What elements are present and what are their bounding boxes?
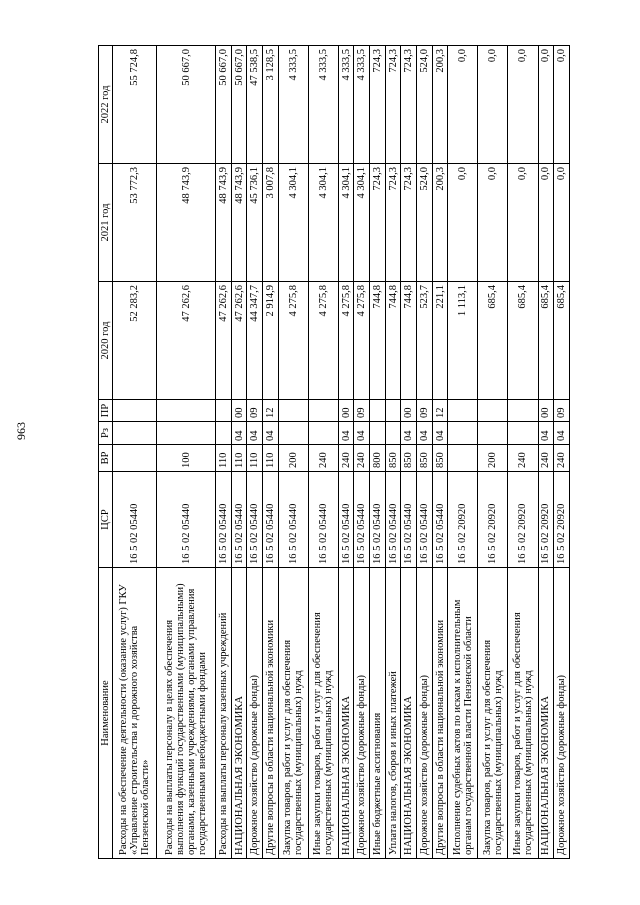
cell-y2020: 4 275,8 (338, 282, 354, 400)
cell-pr: 12 (263, 400, 279, 422)
cell-y2022: 524,0 (417, 46, 433, 164)
cell-vr: 110 (263, 445, 279, 472)
cell-pr: 00 (401, 400, 417, 422)
cell-rz: 04 (354, 422, 370, 445)
table-row (401, 46, 417, 859)
cell-rz: 04 (401, 422, 417, 445)
cell-rz: 04 (538, 422, 554, 445)
cell-pr: 09 (247, 400, 263, 422)
budget-table (98, 45, 570, 859)
cell-csr: 16 5 02 20920 (538, 472, 554, 568)
cell-y2021: 4 304,1 (338, 164, 354, 282)
cell-y2020: 4 275,8 (278, 282, 308, 400)
cell-y2021: 48 743,9 (157, 164, 216, 282)
cell-y2022: 200,3 (432, 46, 448, 164)
cell-y2022: 4 333,5 (354, 46, 370, 164)
cell-name: Иные закупки товаров, работ и услуг для обеспечения государственных (муниципальных) нужд (508, 568, 538, 859)
cell-vr: 240 (508, 445, 538, 472)
cell-y2021: 524,0 (417, 164, 433, 282)
cell-vr: 100 (157, 445, 216, 472)
cell-y2021: 724,3 (385, 164, 401, 282)
header-2021: 2021 год (99, 164, 113, 282)
cell-y2022: 3 128,5 (263, 46, 279, 164)
cell-name: Другие вопросы в области национальной экономики (432, 568, 448, 859)
cell-y2020: 685,4 (508, 282, 538, 400)
cell-y2022: 0,0 (538, 46, 554, 164)
cell-vr: 240 (338, 445, 354, 472)
table-row (432, 46, 448, 859)
cell-y2022: 50 667,0 (231, 46, 247, 164)
cell-name: Иные бюджетные ассигнования (370, 568, 386, 859)
cell-y2021: 48 743,9 (216, 164, 232, 282)
cell-csr: 16 5 02 05440 (216, 472, 232, 568)
cell-csr: 16 5 02 05440 (370, 472, 386, 568)
cell-y2020: 47 262,6 (157, 282, 216, 400)
table-row (385, 46, 401, 859)
cell-pr (216, 400, 232, 422)
cell-csr: 16 5 02 05440 (157, 472, 216, 568)
header-csr: ЦСР (99, 472, 113, 568)
cell-rz (278, 422, 308, 445)
cell-name: НАЦИОНАЛЬНАЯ ЭКОНОМИКА (338, 568, 354, 859)
cell-pr: 12 (432, 400, 448, 422)
cell-rz: 04 (338, 422, 354, 445)
cell-y2022: 0,0 (508, 46, 538, 164)
cell-csr: 16 5 02 05440 (401, 472, 417, 568)
cell-csr: 16 5 02 05440 (385, 472, 401, 568)
cell-y2021: 0,0 (554, 164, 570, 282)
cell-y2022: 55 724,8 (113, 46, 157, 164)
cell-y2021: 53 772,3 (113, 164, 157, 282)
cell-y2021: 724,3 (401, 164, 417, 282)
cell-y2021: 3 007,8 (263, 164, 279, 282)
cell-rz (478, 422, 508, 445)
cell-vr: 200 (478, 445, 508, 472)
cell-pr (113, 400, 157, 422)
cell-name: Расходы на обеспечение деятельности (оказание услуг) ГКУ «Управление строительства и дорожного хозяйства Пензенской области» (113, 568, 157, 859)
table-row (157, 46, 216, 859)
table-row (216, 46, 232, 859)
cell-name: Дорожное хозяйство (дорожные фонды) (354, 568, 370, 859)
page-number: 963 (14, 422, 28, 440)
cell-name: Дорожное хозяйство (дорожные фонды) (554, 568, 570, 859)
header-pr: ПР (99, 400, 113, 422)
cell-y2021: 45 736,1 (247, 164, 263, 282)
cell-y2020: 744,8 (370, 282, 386, 400)
cell-vr: 240 (554, 445, 570, 472)
cell-y2022: 50 667,0 (157, 46, 216, 164)
cell-name: Дорожное хозяйство (дорожные фонды) (417, 568, 433, 859)
cell-name: Закупка товаров, работ и услуг для обеспечения государственных (муниципальных) нужд (278, 568, 308, 859)
cell-y2022: 47 538,5 (247, 46, 263, 164)
cell-vr: 110 (247, 445, 263, 472)
cell-rz (448, 422, 478, 445)
cell-csr: 16 5 02 05440 (308, 472, 338, 568)
table-row (370, 46, 386, 859)
cell-vr: 850 (401, 445, 417, 472)
cell-y2020: 744,8 (385, 282, 401, 400)
table-row (338, 46, 354, 859)
cell-y2021: 0,0 (508, 164, 538, 282)
cell-y2021: 4 304,1 (308, 164, 338, 282)
cell-rz (370, 422, 386, 445)
cell-rz (308, 422, 338, 445)
table-body (113, 46, 570, 859)
cell-vr: 240 (538, 445, 554, 472)
cell-name: Уплата налогов, сборов и иных платежей (385, 568, 401, 859)
cell-csr: 16 5 02 20920 (448, 472, 478, 568)
cell-name: НАЦИОНАЛЬНАЯ ЭКОНОМИКА (538, 568, 554, 859)
cell-pr: 00 (538, 400, 554, 422)
cell-csr: 16 5 02 05440 (354, 472, 370, 568)
cell-y2021: 0,0 (448, 164, 478, 282)
rotated-table-wrapper (98, 46, 570, 859)
cell-pr: 09 (417, 400, 433, 422)
cell-vr: 200 (278, 445, 308, 472)
table-row (231, 46, 247, 859)
cell-y2020: 44 347,7 (247, 282, 263, 400)
table-row (554, 46, 570, 859)
cell-y2020: 2 914,9 (263, 282, 279, 400)
cell-vr (113, 445, 157, 472)
cell-y2022: 0,0 (448, 46, 478, 164)
cell-y2020: 685,4 (554, 282, 570, 400)
cell-csr: 16 5 02 05440 (263, 472, 279, 568)
cell-rz: 04 (554, 422, 570, 445)
cell-vr: 850 (432, 445, 448, 472)
cell-y2021: 4 304,1 (354, 164, 370, 282)
cell-name: Закупка товаров, работ и услуг для обеспечения государственных (муниципальных) нужд (478, 568, 508, 859)
cell-name: НАЦИОНАЛЬНАЯ ЭКОНОМИКА (401, 568, 417, 859)
cell-vr: 800 (370, 445, 386, 472)
cell-y2020: 523,7 (417, 282, 433, 400)
cell-y2022: 50 667,0 (216, 46, 232, 164)
header-rz: Рз (99, 422, 113, 445)
cell-pr (508, 400, 538, 422)
cell-csr: 16 5 02 05440 (247, 472, 263, 568)
cell-pr (448, 400, 478, 422)
table-row (308, 46, 338, 859)
cell-name: Исполнение судебных актов по искам к исполнительным органам государственной власти Пензенской области (448, 568, 478, 859)
table-header-row (99, 46, 113, 859)
cell-rz: 04 (432, 422, 448, 445)
cell-rz: 04 (417, 422, 433, 445)
cell-name: Расходы на выплаты персоналу в целях обеспечения выполнения функций государственными (муниципальными) органами, казенными учреждениями, органами управления государственными внебюджетными фондами (157, 568, 216, 859)
cell-vr: 110 (216, 445, 232, 472)
cell-y2020: 1 113,1 (448, 282, 478, 400)
cell-vr: 850 (417, 445, 433, 472)
cell-csr: 16 5 02 20920 (478, 472, 508, 568)
cell-y2021: 0,0 (538, 164, 554, 282)
cell-vr: 850 (385, 445, 401, 472)
cell-pr: 00 (231, 400, 247, 422)
cell-y2021: 48 743,9 (231, 164, 247, 282)
cell-csr: 16 5 02 05440 (338, 472, 354, 568)
cell-pr: 09 (354, 400, 370, 422)
table-row (478, 46, 508, 859)
cell-y2022: 4 333,5 (338, 46, 354, 164)
cell-csr: 16 5 02 05440 (417, 472, 433, 568)
cell-pr: 00 (338, 400, 354, 422)
cell-y2020: 685,4 (538, 282, 554, 400)
cell-y2022: 4 333,5 (308, 46, 338, 164)
cell-rz: 04 (231, 422, 247, 445)
cell-y2020: 47 262,6 (216, 282, 232, 400)
table-row (263, 46, 279, 859)
cell-csr: 16 5 02 05440 (278, 472, 308, 568)
cell-name: Расходы на выплаты персоналу казенных учреждений (216, 568, 232, 859)
cell-y2022: 0,0 (478, 46, 508, 164)
cell-csr: 16 5 02 05440 (231, 472, 247, 568)
cell-y2020: 4 275,8 (354, 282, 370, 400)
cell-rz: 04 (263, 422, 279, 445)
cell-y2021: 200,3 (432, 164, 448, 282)
cell-y2021: 724,3 (370, 164, 386, 282)
cell-name: Дорожное хозяйство (дорожные фонды) (247, 568, 263, 859)
table-row (538, 46, 554, 859)
table-row (508, 46, 538, 859)
cell-vr: 110 (231, 445, 247, 472)
cell-name: Иные закупки товаров, работ и услуг для обеспечения государственных (муниципальных) нужд (308, 568, 338, 859)
cell-y2022: 0,0 (554, 46, 570, 164)
cell-csr: 16 5 02 05440 (432, 472, 448, 568)
cell-rz (385, 422, 401, 445)
cell-rz (157, 422, 216, 445)
cell-y2022: 724,3 (370, 46, 386, 164)
cell-y2020: 685,4 (478, 282, 508, 400)
cell-y2020: 744,8 (401, 282, 417, 400)
header-name: Наименование (99, 568, 113, 859)
cell-y2020: 47 262,6 (231, 282, 247, 400)
cell-y2020: 4 275,8 (308, 282, 338, 400)
table-row (448, 46, 478, 859)
table-row (247, 46, 263, 859)
header-2022: 2022 год (99, 46, 113, 164)
cell-rz: 04 (247, 422, 263, 445)
cell-y2022: 724,3 (401, 46, 417, 164)
cell-pr (308, 400, 338, 422)
header-2020: 2020 год (99, 282, 113, 400)
cell-y2022: 4 333,5 (278, 46, 308, 164)
cell-csr: 16 5 02 20920 (554, 472, 570, 568)
header-vr: ВР (99, 445, 113, 472)
cell-pr (278, 400, 308, 422)
cell-y2021: 4 304,1 (278, 164, 308, 282)
table-row (354, 46, 370, 859)
cell-vr (448, 445, 478, 472)
table-row (278, 46, 308, 859)
cell-rz (113, 422, 157, 445)
cell-pr (478, 400, 508, 422)
cell-rz (216, 422, 232, 445)
cell-rz (508, 422, 538, 445)
cell-pr (370, 400, 386, 422)
cell-pr: 09 (554, 400, 570, 422)
cell-vr: 240 (308, 445, 338, 472)
cell-pr (157, 400, 216, 422)
cell-csr: 16 5 02 20920 (508, 472, 538, 568)
cell-pr (385, 400, 401, 422)
cell-y2020: 52 283,2 (113, 282, 157, 400)
cell-csr: 16 5 02 05440 (113, 472, 157, 568)
cell-y2022: 724,3 (385, 46, 401, 164)
table-row (113, 46, 157, 859)
cell-y2021: 0,0 (478, 164, 508, 282)
table-row (417, 46, 433, 859)
cell-name: НАЦИОНАЛЬНАЯ ЭКОНОМИКА (231, 568, 247, 859)
cell-vr: 240 (354, 445, 370, 472)
cell-y2020: 221,1 (432, 282, 448, 400)
cell-name: Другие вопросы в области национальной экономики (263, 568, 279, 859)
